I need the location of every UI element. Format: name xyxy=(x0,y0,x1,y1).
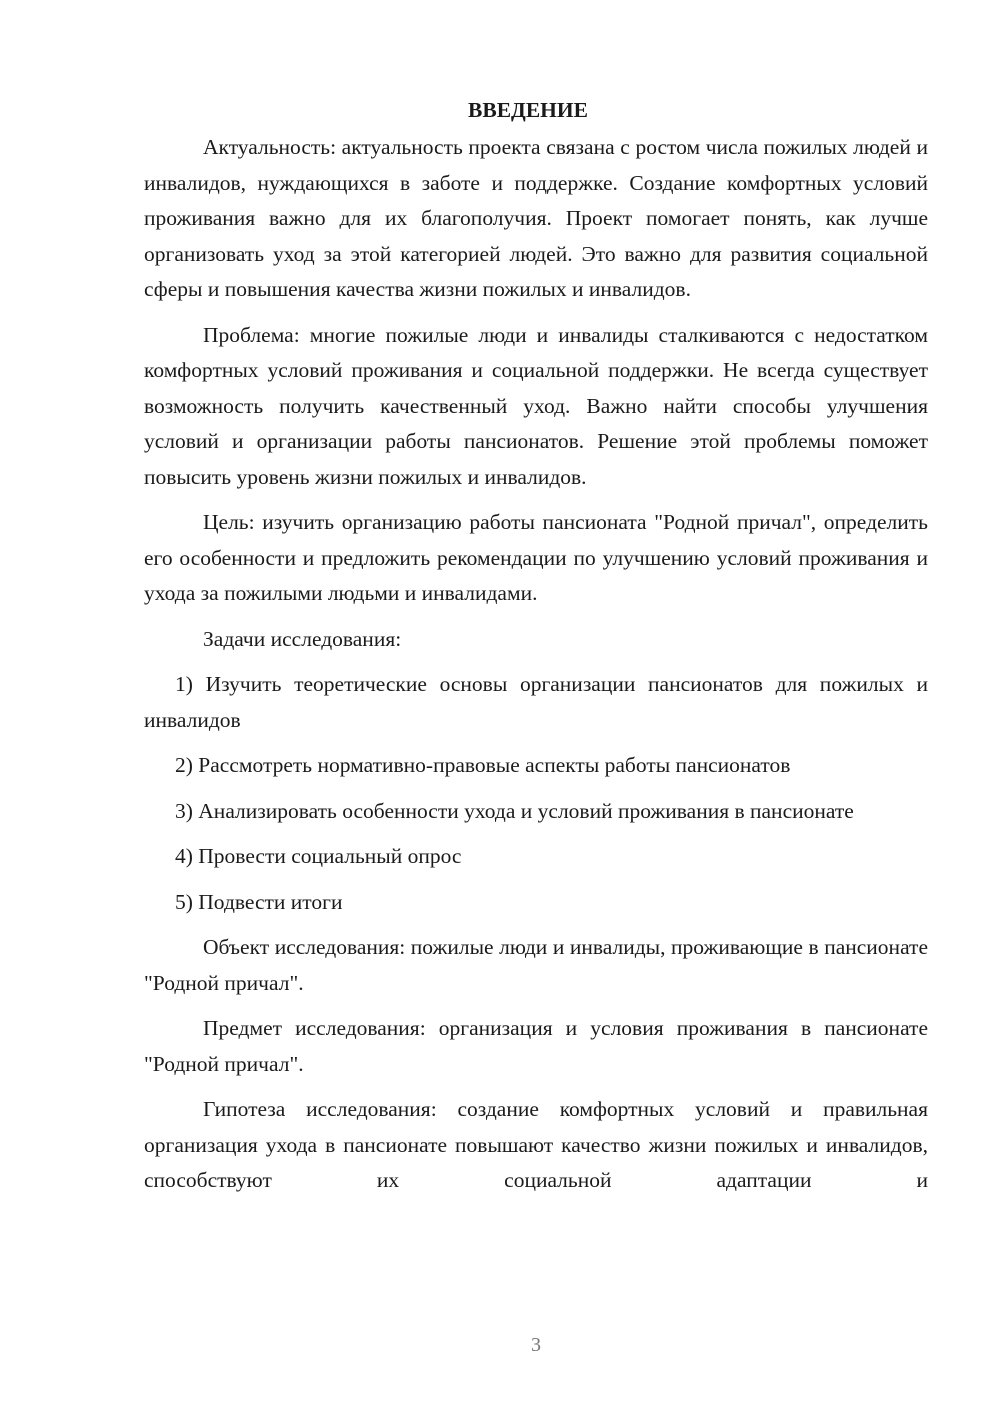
task-item: 1) Изучить теоретические основы организации пансионатов для пожилых и инвалидов xyxy=(144,672,928,732)
relevance-paragraph: Актуальность: актуальность проекта связана с ростом числа пожилых людей и инвалидов, нуждающихся в заботе и поддержке. Создание комфортных условий проживания важно для их благополучия. Проект помогает понять, как лучше организовать уход за этой категорией людей. Это важно для развития социальной сферы и повышения качества жизни пожилых и инвалидов. xyxy=(144,135,928,301)
page-number: 3 xyxy=(531,1334,541,1356)
document-body xyxy=(144,90,928,1209)
tasks-heading: Задачи исследования: xyxy=(203,626,402,651)
object-paragraph: Объект исследования: пожилые люди и инвалиды, проживающие в пансионате "Родной причал". xyxy=(144,935,928,995)
task-item: 2) Рассмотреть нормативно-правовые аспекты работы пансионатов xyxy=(175,753,791,777)
task-item: 4) Провести социальный опрос xyxy=(175,844,462,868)
problem-paragraph: Проблема: многие пожилые люди и инвалиды сталкиваются с недостатком комфортных условий проживания и социальной поддержки. Не всегда существует возможность получить качественный уход. Важно найти способы улучшения условий и организации работы пансионатов. Решение этой проблемы поможет повысить уровень жизни пожилых и инвалидов. xyxy=(144,322,928,489)
subject-paragraph: Предмет исследования: организация и условия проживания в пансионате "Родной причал". xyxy=(144,1016,928,1076)
goal-paragraph: Цель: изучить организацию работы пансионата "Родной причал", определить его особенности и предложить рекомендации по улучшению условий проживания и ухода за пожилыми людьми и инвалидами. xyxy=(144,510,928,605)
hypothesis-paragraph: Гипотеза исследования: создание комфортных условий и правильная организация ухода в пансионате повышают качество жизни пожилых и инвалидов, способствуют их социальной адаптации и xyxy=(144,1097,928,1192)
section-title: ВВЕДЕНИЕ xyxy=(468,98,588,122)
task-item: 5) Подвести итоги xyxy=(175,889,343,914)
task-item: 3) Анализировать особенности ухода и условий проживания в пансионате xyxy=(175,798,854,823)
